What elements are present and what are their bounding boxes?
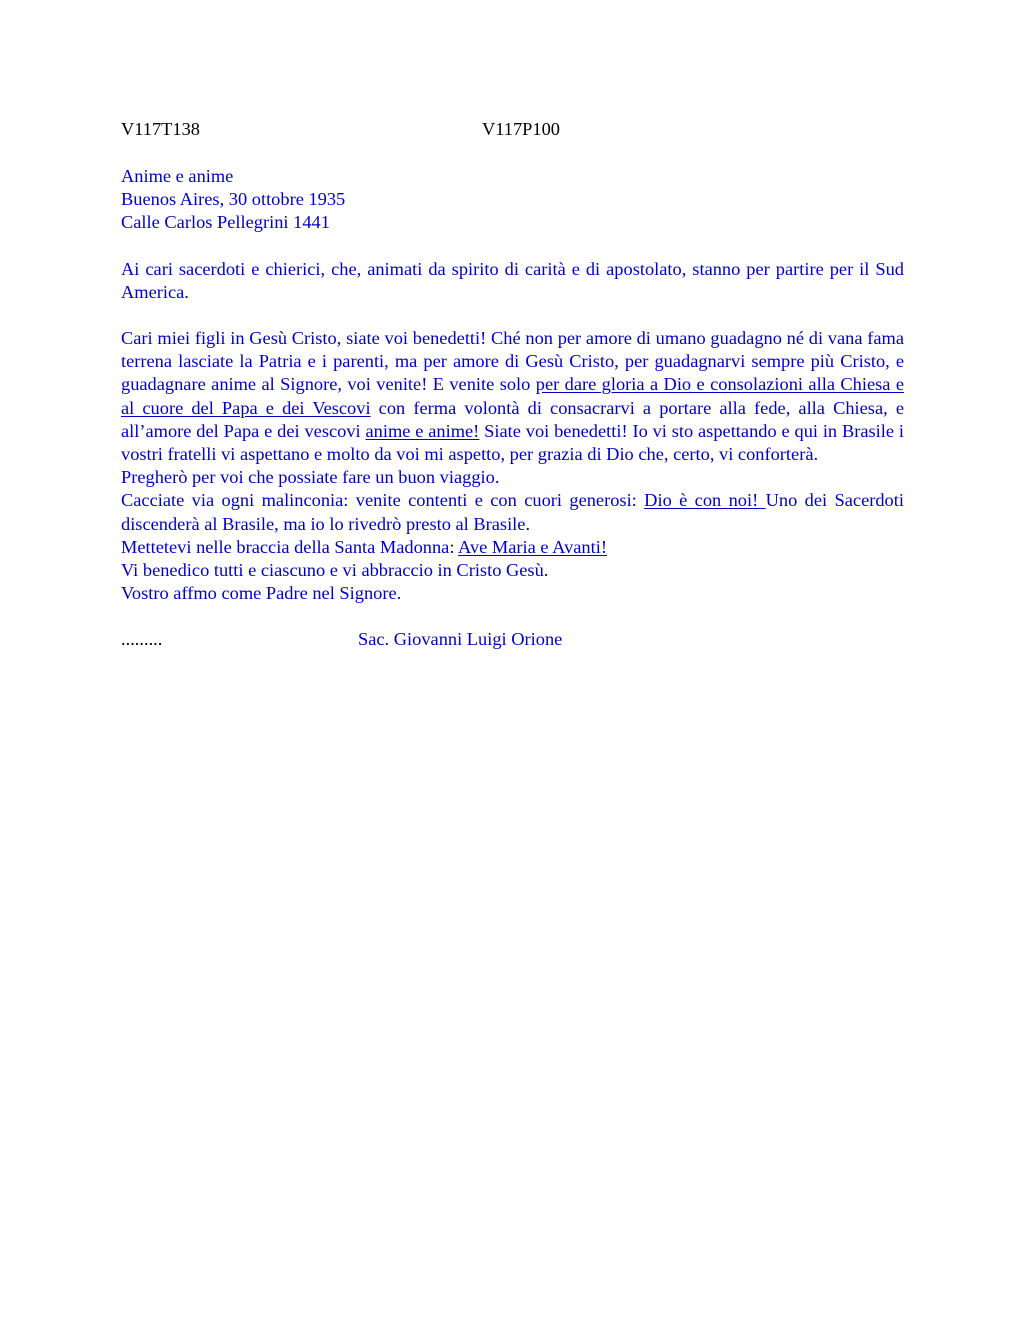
underlined-phrase: Dio è con noi! — [644, 490, 766, 511]
letter-heading — [121, 165, 904, 235]
signature-dots: ......... — [121, 629, 163, 650]
body-text: Siate voi benedetti! Io vi sto aspettando e qui in Brasile i vostri fratelli vi aspettano e molto da voi mi aspetto, per grazia di Dio che, certo, vi conforterà. — [121, 420, 904, 465]
body-text: Mettetevi nelle braccia della Santa Madonna: — [121, 536, 459, 557]
body-line: Vi benedico tutti e ciascuno e vi abbraccio in Cristo Gesù. — [121, 560, 549, 581]
underlined-phrase: anime e anime! — [365, 420, 480, 441]
underlined-phrase: Ave Maria e Avanti! — [458, 536, 607, 557]
code-left: V117T138 — [121, 119, 201, 139]
document-codes — [121, 118, 904, 142]
body-paragraph — [121, 327, 904, 466]
closing-line: Vostro affmo come Padre nel Signore. — [121, 583, 402, 604]
body-text: Cari miei figli in Gesù Cristo, siate voi benedetti! Ché non per amore di umano guadagno né di vana fama terrena lasciate la Patria e i parenti, ma per amore di Gesù Cristo, per guadagnarvi sempre più Cristo, e guadagnare anime al Signore, voi venite! E venite solo — [121, 328, 904, 395]
signature-line — [121, 628, 904, 652]
body-paragraph — [121, 489, 904, 535]
dedication: Ai cari sacerdoti e chierici, che, animati da spirito di carità e di apostolato, stanno per partire per il Sud America. — [121, 258, 904, 302]
signature-name: Sac. Giovanni Luigi Orione — [358, 629, 563, 650]
body-text: Uno dei Sacerdoti discenderà al Brasile, ma io lo rivedrò presto al Brasile. — [121, 490, 904, 534]
address: Calle Carlos Pellegrini 1441 — [121, 212, 330, 233]
underlined-phrase: per dare gloria a Dio e consolazioni alla Chiesa e al cuore del Papa e dei Vescovi — [121, 374, 904, 418]
body-text: con ferma volontà di consacrarvi a portare alla fede, alla Chiesa, e all’amore del Papa e dei vescovi — [121, 397, 904, 441]
code-right: V117P100 — [482, 119, 560, 139]
body-line — [121, 536, 904, 559]
letter-page — [121, 118, 904, 652]
letter-title: Anime e anime — [121, 166, 234, 186]
place-date: Buenos Aires, 30 ottobre 1935 — [121, 189, 346, 210]
body-text: Cacciate via ogni malinconia: venite contenti e con cuori generosi: — [121, 490, 645, 511]
body-line: Pregherò per voi che possiate fare un buon viaggio. — [121, 467, 500, 488]
